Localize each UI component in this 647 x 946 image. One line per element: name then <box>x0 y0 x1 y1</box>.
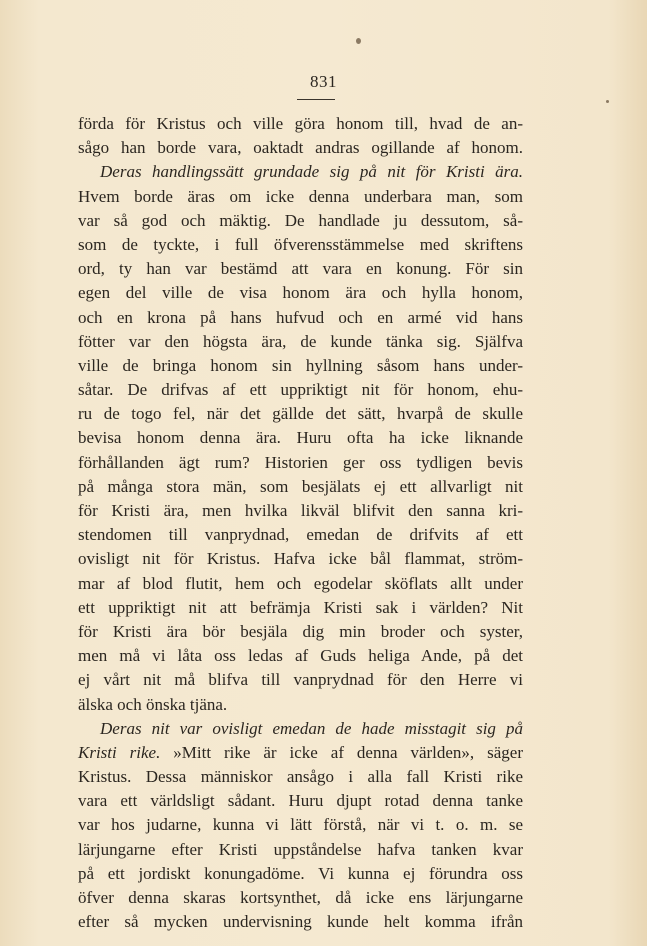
page-number-rule <box>297 99 335 100</box>
page-number: 831 <box>310 72 337 91</box>
italic-phrase: Kristi rike. <box>78 742 161 762</box>
text-line: såtar. De drifvas af ett uppriktigt nit för honom, ehu- <box>78 380 523 400</box>
text-line: älska och önska tjäna. <box>78 694 228 714</box>
text-line: Hvem borde äras om icke denna underbara man, som <box>78 186 523 206</box>
text-line: ej vårt nit må blifva till vanprydnad för den Herre vi <box>78 670 523 690</box>
text-line: förda för Kristus och ville göra honom till, hvad de an- <box>78 114 523 133</box>
text-line: vara ett världsligt sådant. Huru djupt rotad denna tanke <box>78 791 523 811</box>
text-line: egen del ville de visa honom ära och hylla honom, <box>78 283 523 303</box>
text-line: på många stora män, som besjälats ej ett allvarligt nit <box>78 476 523 496</box>
text-line: stendomen till vanprydnad, emedan de drifvits af ett <box>78 525 523 545</box>
text-line: bevisa honom denna ära. Huru ofta ha icke liknande <box>78 428 523 448</box>
text-line: och en krona på hans hufvud och en armé vid hans <box>78 307 523 327</box>
text-line: ru de togo fel, när det gällde det sätt, hvarpå de skulle <box>78 404 523 424</box>
text-line: ett uppriktigt nit att befrämja Kristi sak i världen? Nit <box>78 597 523 617</box>
text-line: lärjungarne efter Kristi uppståndelse hafva tanken kvar <box>78 839 523 859</box>
text-line: ovisligt nit för Kristus. Hafva icke bål flammat, ström- <box>78 549 523 569</box>
text-line: för Kristi ära bör besjäla dig min broder och syster, <box>78 621 523 641</box>
text-line <box>78 741 523 765</box>
text-line: efter så mycken undervisning kunde helt komma ifrån <box>78 912 523 932</box>
text-line: ord, ty han var bestämd att vara en konung. För sin <box>78 259 523 279</box>
line-remainder: »Mitt rike är icke af denna världen», säger <box>160 742 523 762</box>
text-line: Kristus. Dessa människor ansågo i alla fall Kristi rike <box>78 767 523 787</box>
text-line: mar af blod flutit, hem och egodelar sköflats allt under <box>78 573 523 593</box>
text-line: på ett jordiskt konungadöme. Vi kunna ej förundra oss <box>78 863 523 883</box>
text-line: Deras handlingssätt grundade sig på nit för Kristi ära. <box>100 162 523 182</box>
body-text <box>78 112 523 934</box>
text-line: var så god och mäktig. De handlade ju dessutom, så- <box>78 210 523 230</box>
text-line: var hos judarne, kunna vi lätt förstå, när vi t. o. m. se <box>78 815 523 835</box>
text-line: sågo han borde vara, oaktadt andras ogillande af honom. <box>78 138 523 158</box>
text-line: ville de bringa honom sin hyllning såsom hans under- <box>78 355 523 375</box>
paper-speck <box>356 38 361 44</box>
text-line: Deras nit var ovisligt emedan de hade misstagit sig på <box>100 718 523 738</box>
text-line: fötter var den högsta ära, de kunde tänka sig. Själfva <box>78 331 523 351</box>
text-line: förhållanden ägt rum? Historien ger oss tydligen bevis <box>78 452 523 472</box>
paper-speck <box>606 100 609 103</box>
text-line: öfver denna skaras kortsynthet, då icke ens lärjungarne <box>78 888 523 907</box>
text-line: som de tyckte, i full öfverensstämmelse med skriftens <box>78 234 523 254</box>
text-line: för Kristi ära, men hvilka likväl blifvit den sanna kri- <box>78 501 523 520</box>
text-line: men må vi låta oss ledas af Guds heliga Ande, på det <box>78 646 523 666</box>
